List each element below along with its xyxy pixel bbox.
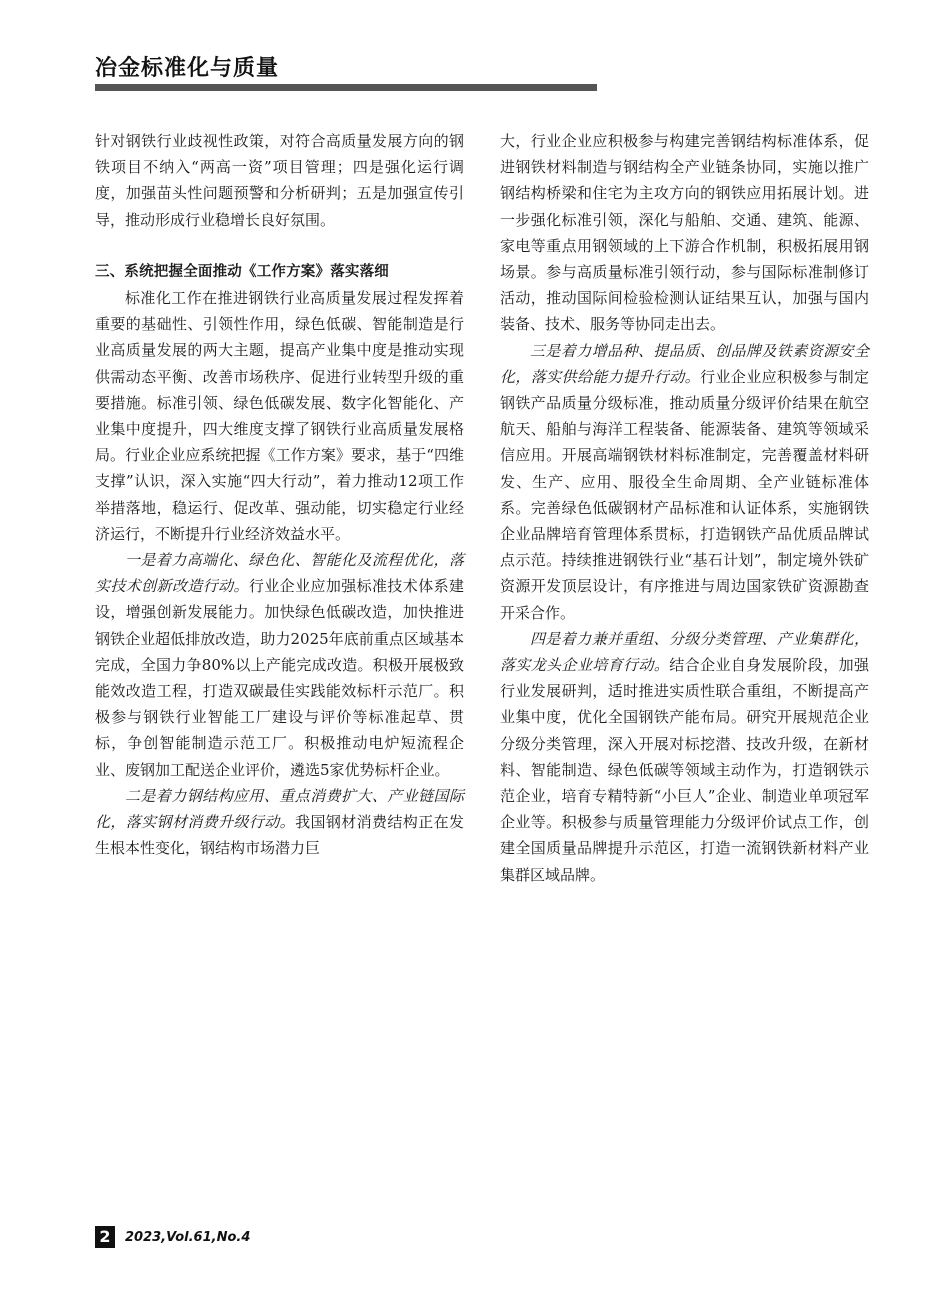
paragraph-lead: 一是着力高端化、绿色化、智能化及流程优化，落实技术创新改造行动。	[95, 551, 464, 596]
page-footer	[95, 1226, 250, 1248]
paragraph-body: 我国钢材消费结构正在发生根本性变化，钢结构市场潜力巨	[95, 813, 464, 858]
left-column	[95, 128, 464, 861]
journal-title: 冶金标准化与质量	[95, 56, 280, 81]
paragraph-lead: 三是着力增品种、提品质、创品牌及铁素资源安全化，落实供给能力提升行动。	[500, 341, 869, 386]
left-paragraph-2	[95, 547, 464, 783]
header-rule	[95, 84, 597, 91]
right-column	[500, 128, 869, 888]
right-paragraph-1	[500, 338, 869, 626]
issue-info: 2023,Vol.61,No.4	[125, 1229, 251, 1245]
paragraph-lead: 四是着力兼并重组、分级分类管理、产业集群化，落实龙头企业培育行动。	[500, 629, 869, 675]
page-number: 2	[95, 1226, 115, 1248]
paragraph-body: 行业企业应加强标准技术体系建设，增强创新发展能力。加快绿色低碳改造，加快推进钢铁企业超低排放改造，助力2025年底前重点区域基本完成，全国力争80%以上产能完成改造。积极开展极致能效改造工程，打造双碳最佳实践能效标杆示范厂。积极参与钢铁行业智能工厂建设与评价等标准起草、贯标，争创智能制造示范工厂。积极推动电炉短流程企业、废钢加工配送企业评价，遴选5家优势标杆企业。	[95, 577, 464, 779]
left-paragraph-3	[95, 783, 464, 862]
right-paragraph-0: 大，行业企业应积极参与构建完善钢结构标准体系，促进钢铁材料制造与钢结构全产业链条协同，实施以推广钢结构桥梁和住宅为主攻方向的钢铁应用拓展计划。进一步强化标准引领，深化与船舶、交通、建筑、能源、家电等重点用钢领域的上下游合作机制，积极拓展用钢场景。参与高质量标准引领行动，参与国际标准制修订活动，推动国际间检验检测认证结果互认，加强与国内装备、技术、服务等协同走出去。	[500, 132, 869, 334]
left-paragraph-1: 标准化工作在推进钢铁行业高质量发展过程发挥着重要的基础性、引领性作用，绿色低碳、智能制造是行业高质量发展的两大主题，提高产业集中度是推动实现供需动态平衡、改善市场秩序、促进行业转型升级的重要措施。标准引领、绿色低碳发展、数字化智能化、产业集中度提升，四大维度支撑了钢铁行业高质量发展格局。行业企业应系统把握《工作方案》要求，基于“四维支撑”认识，深入实施“四大行动”，着力推动12项工作举措落地，稳运行、促改革、强动能，切实稳定行业经济运行，不断提升行业经济效益水平。	[95, 289, 464, 543]
section-heading: 三、系统把握全面推动《工作方案》落实落细	[95, 263, 389, 280]
right-paragraph-2	[500, 626, 869, 888]
paragraph-body: 结合企业自身发展阶段，加强行业发展研判，适时推进实质性联合重组，不断提高产业集中度，优化全国钢铁产能布局。研究开展规范企业分级分类管理，深入开展对标挖潜、技改升级，在新材料、智能制造、绿色低碳等领域主动作为，打造钢铁示范企业，培育专精特新“小巨人”企业、制造业单项冠军企业等。积极参与质量管理能力分级评价试点工作，创建全国质量品牌提升示范区，打造一流钢铁新材料产业集群区域品牌。	[500, 656, 869, 884]
left-paragraph-0: 针对钢铁行业歧视性政策，对符合高质量发展方向的钢铁项目不纳入“两高一资”项目管理；四是强化运行调度，加强苗头性问题预警和分析研判；五是加强宣传引导，推动形成行业稳增长良好氛围。	[95, 132, 464, 229]
paragraph-body: 行业企业应积极参与制定钢铁产品质量分级标准，推动质量分级评价结果在航空航天、船舶与海洋工程装备、能源装备、建筑等领域采信应用。开展高端钢铁材料标准制定，完善覆盖材料研发、生产、应用、服役全生命周期、全产业链标准体系。完善绿色低碳钢材产品标准和认证体系，实施钢铁企业品牌培育管理体系贯标，打造钢铁产品优质品牌试点示范。持续推进钢铁行业“基石计划”，制定境外铁矿资源开发顶层设计，有序推进与周边国家铁矿资源勘查开采合作。	[500, 367, 869, 622]
paragraph-lead: 二是着力钢结构应用、重点消费扩大、产业链国际化，落实钢材消费升级行动。	[95, 786, 464, 832]
